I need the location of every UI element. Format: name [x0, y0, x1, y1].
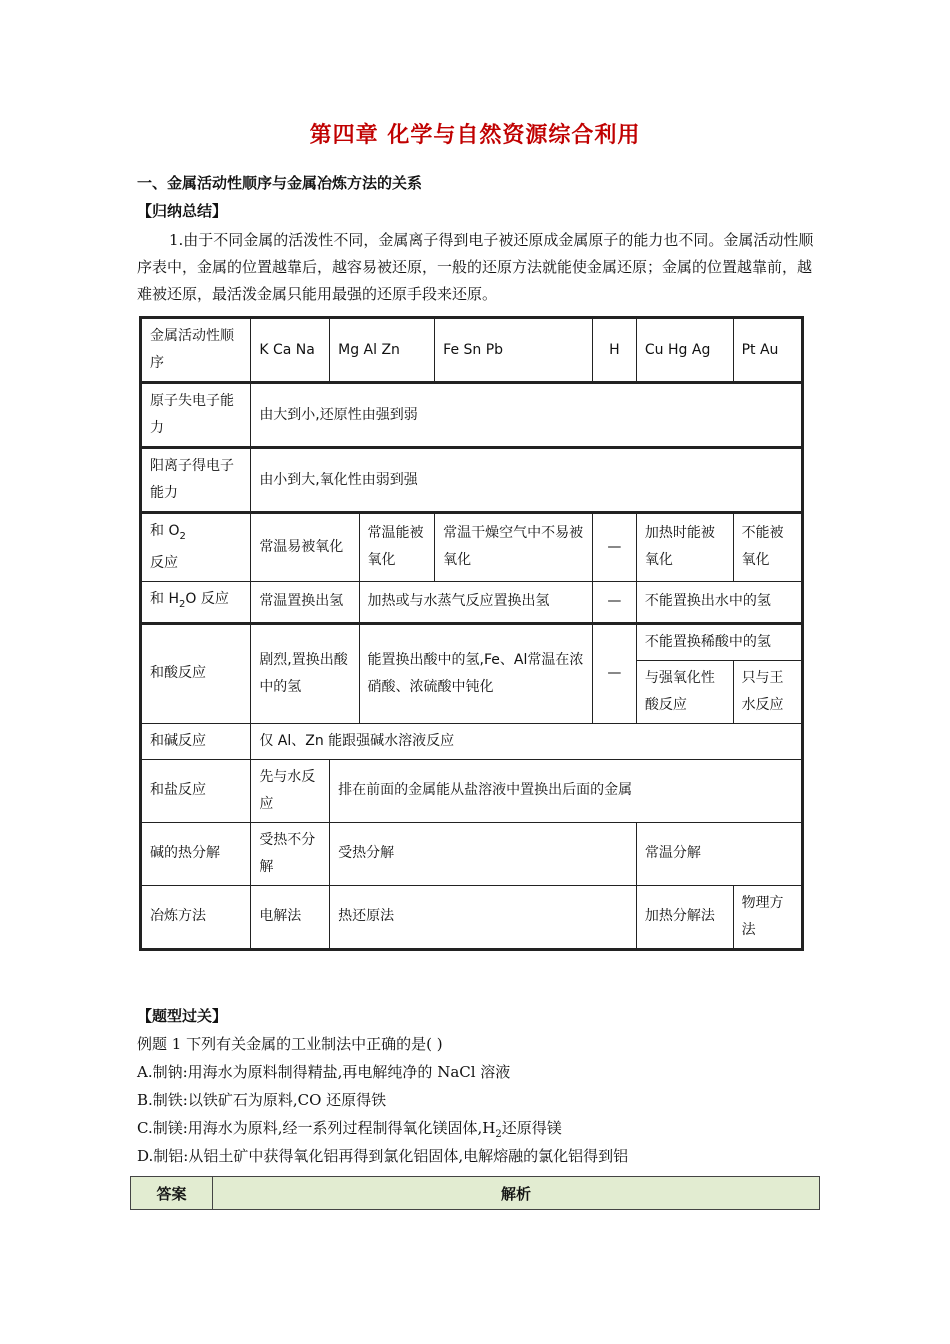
table-cell: 不能置换稀酸中的氢	[636, 623, 802, 660]
table-cell: 和盐反应	[141, 759, 251, 822]
table-row	[141, 318, 803, 383]
table-row	[141, 448, 803, 513]
table-row	[141, 759, 803, 822]
table-cell: 阳离子得电子能力	[141, 448, 251, 513]
table-cell: 只与王水反应	[733, 660, 802, 723]
table-cell: 和酸反应	[141, 623, 251, 723]
table-cell: K Ca Na	[251, 318, 330, 383]
table-cell: Mg Al Zn	[330, 318, 435, 383]
table-cell: H	[592, 318, 636, 383]
option-a: A.制钠:用海水为原料制得精盐,再电解纯净的 NaCl 溶液	[137, 1063, 511, 1081]
table-cell: 加热或与水蒸气反应置换出氢	[359, 581, 592, 623]
table-cell: 与强氧化性酸反应	[636, 660, 733, 723]
table-cell: 电解法	[251, 885, 330, 949]
table-cell: 碱的热分解	[141, 822, 251, 885]
table-cell: —	[592, 513, 636, 582]
metal-activity-table	[139, 316, 804, 951]
table-cell: 常温分解	[636, 822, 802, 885]
table-cell: 加热分解法	[636, 885, 733, 949]
table-cell: 常温能被氧化	[359, 513, 435, 582]
summary-paragraph: 1.由于不同金属的活泼性不同，金属离子得到电子被还原成金属原子的能力也不同。金属活动性顺序表中，金属的位置越靠后，越容易被还原，一般的还原方法就能使金属还原；金属的位置越靠前，越难被还原，最活泼金属只能用最强的还原手段来还原。	[137, 231, 814, 303]
table-cell: 能置换出酸中的氢,Fe、Al常温在浓硝酸、浓硫酸中钝化	[359, 623, 592, 723]
table-cell: 加热时能被氧化	[636, 513, 733, 582]
table-cell: 受热不分解	[251, 822, 330, 885]
table-row	[141, 885, 803, 949]
table-cell: 热还原法	[330, 885, 637, 949]
table-cell: 由小到大,氧化性由弱到强	[251, 448, 803, 513]
question-stem: 例题 1 下列有关金属的工业制法中正确的是( )	[137, 1035, 443, 1053]
table-row	[141, 822, 803, 885]
table-cell: 冶炼方法	[141, 885, 251, 949]
summary-label: 【归纳总结】	[137, 202, 228, 220]
table-cell: 排在前面的金属能从盐溶液中置换出后面的金属	[330, 759, 803, 822]
table-cell: 和 $O_2$ 反应	[141, 513, 251, 582]
table-cell: 由大到小,还原性由强到弱	[251, 383, 803, 448]
table-cell: 先与水反应	[251, 759, 330, 822]
practice-label: 【题型过关】	[137, 1007, 228, 1025]
table-row	[141, 513, 803, 582]
table-cell: 不能被氧化	[733, 513, 802, 582]
table-cell: 常温干燥空气中不易被氧化	[435, 513, 593, 582]
table-cell: —	[592, 581, 636, 623]
table-row	[141, 383, 803, 448]
table-cell: 和碱反应	[141, 723, 251, 759]
answer-header: 答案	[131, 1177, 213, 1210]
table-cell: Fe Sn Pb	[435, 318, 593, 383]
table-row	[131, 1177, 820, 1210]
table-cell: 和 $H_2O$ 反应	[141, 581, 251, 623]
table-row	[141, 623, 803, 660]
table-cell: 不能置换出水中的氢	[636, 581, 802, 623]
table-cell: 受热分解	[330, 822, 637, 885]
section-heading: 一、金属活动性顺序与金属冶炼方法的关系	[137, 174, 423, 192]
page-title: 第四章 化学与自然资源综合利用	[309, 123, 641, 148]
analysis-header: 解析	[213, 1177, 820, 1210]
table-row	[141, 581, 803, 623]
option-b: B.制铁:以铁矿石为原料,CO 还原得铁	[137, 1091, 387, 1109]
option-d: D.制铝:从铝土矿中获得氧化铝再得到氯化铝固体,电解熔融的氯化铝得到铝	[137, 1147, 629, 1165]
table-cell: Pt Au	[733, 318, 802, 383]
table-cell: 仅 Al、Zn 能跟强碱水溶液反应	[251, 723, 803, 759]
table-cell: 物理方法	[733, 885, 802, 949]
table-cell: 金属活动性顺序	[141, 318, 251, 383]
answer-table	[130, 1176, 820, 1210]
table-cell: 原子失电子能力	[141, 383, 251, 448]
table-cell: 常温易被氧化	[251, 513, 359, 582]
option-c: C.制镁:用海水为原料,经一系列过程制得氧化镁固体$,H_2$还原得镁	[137, 1119, 562, 1140]
table-row	[141, 723, 803, 759]
table-cell: 常温置换出氢	[251, 581, 359, 623]
table-cell: Cu Hg Ag	[636, 318, 733, 383]
table-cell: 剧烈,置换出酸中的氢	[251, 623, 359, 723]
table-cell: —	[592, 623, 636, 723]
